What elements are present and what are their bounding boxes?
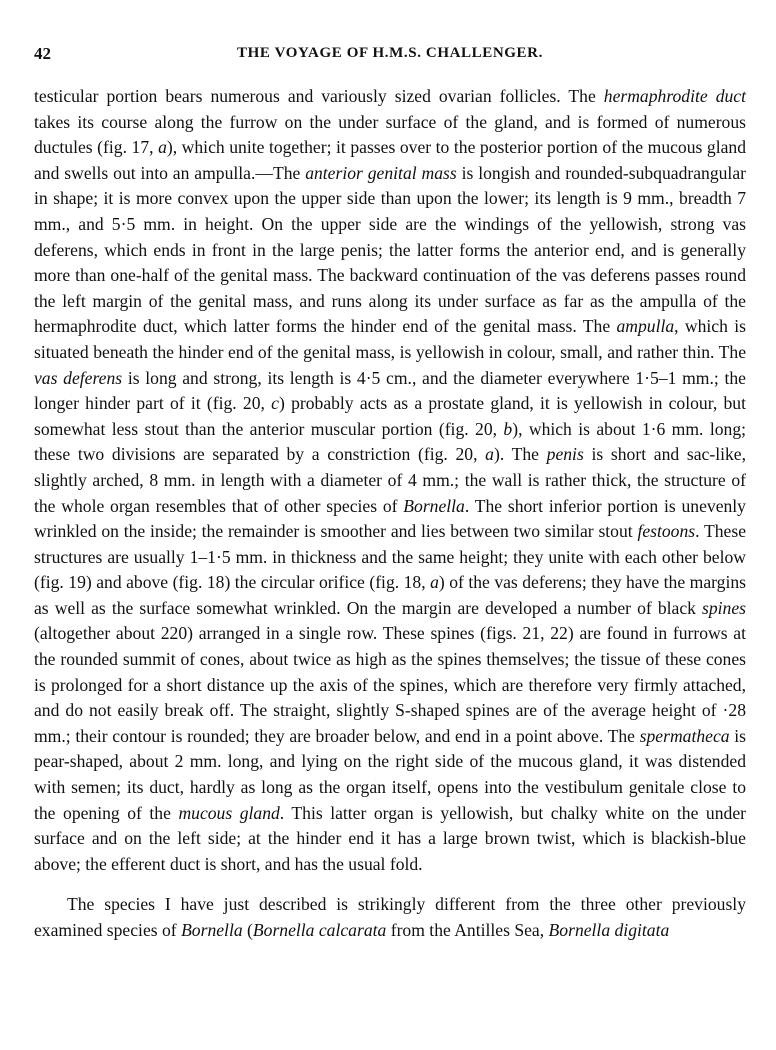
- text-run: . This latter organ is yellowish, but chalky white on the under surface and on the left side; at the hinder end it has a large brown twist, which is blackish-blue above; the efferent duct is short, and has the usual fold.: [34, 802, 746, 874]
- page-number: 42: [34, 44, 51, 63]
- paragraph-species-comparison: [34, 892, 746, 943]
- italic-term: Bornella: [403, 495, 465, 516]
- text-run: testicular portion bears numerous and variously sized ovarian follicles. The: [34, 86, 604, 106]
- italic-term: festoons: [637, 521, 696, 542]
- text-run: The species I have just described is strikingly different from the three other previously examined species of: [34, 894, 746, 940]
- italic-term: anterior genital mass: [305, 162, 457, 183]
- text-run: is longish and rounded-subquadrangular in shape; it is more convex upon the upper side than upon the lower; its length is 9 mm., breadth 7 mm., and 5·5 mm. in height. On the upper side are the windings of the yellowish, strong vas deferens, which ends in front in the large penis; the latter forms the anterior end, and is generally more than one-half of the genital mass. The backward continuation of the vas deferens passes round the left margin of the genital mass, and runs along its under surface as far as the ampulla of the hermaphrodite duct, which latter forms the hinder end of the genital mass. The: [34, 162, 746, 337]
- text-run: ) of the vas deferens; they have the margins as well as the surface somewhat wrinkled. On the margin are developed a number of black: [34, 572, 747, 618]
- italic-term: a: [485, 444, 494, 465]
- page-header: [34, 44, 746, 68]
- italic-term: mucous gland: [178, 802, 280, 823]
- text-run: (: [242, 920, 253, 940]
- text-run: ). The: [493, 444, 547, 465]
- italic-term: b: [503, 418, 513, 439]
- italic-term: Bornella calcarata: [252, 920, 387, 940]
- text-run: ) probably acts as a prostate gland, it is yellowish in colour, but somewhat less stout than the anterior muscular portion (fig. 20,: [34, 393, 746, 439]
- running-title: THE VOYAGE OF H.M.S. CHALLENGER.: [237, 45, 543, 61]
- italic-term: Bornella: [181, 920, 243, 940]
- italic-term: Bornella digitata: [548, 920, 670, 940]
- text-run: is pear-shaped, about 2 mm. long, and lying on the right side of the mucous gland, it was distended with semen; its duct, hardly as long as the organ itself, opens into the vestibulum genitale close to the opening of the: [34, 725, 746, 823]
- text-run: , which is situated beneath the hinder end of the genital mass, is yellowish in colour, small, and rather thin. The: [34, 316, 746, 362]
- body-text: [34, 84, 746, 944]
- italic-term: ampulla: [616, 316, 675, 337]
- text-run: takes its course along the furrow on the under surface of the gland, and is formed of numerous ductules (fig. 17,: [34, 111, 746, 158]
- text-run: . These structures are usually 1–1·5 mm. in thickness and the same height; they unite with each other below (fig. 19) and above (fig. 18) the circular orifice (fig. 18,: [34, 521, 746, 593]
- italic-term: c: [271, 393, 279, 414]
- italic-term: a: [158, 137, 167, 158]
- italic-term: penis: [546, 444, 584, 465]
- text-run: ), which is about 1·6 mm. long; these two divisions are separated by a constriction (fig. 20,: [34, 418, 747, 465]
- text-run: is short and sac-like, slightly arched, 8 mm. in length with a diameter of 4 mm.; the wall is rather thick, the structure of the whole organ resembles that of other species of: [34, 444, 746, 516]
- text-run: (altogether about 220) arranged in a single row. These spines (figs. 21, 22) are found in furrows at the rounded summit of cones, about twice as high as the spines themselves; the tissue of these cones is prolonged for a short distance up the axis of the spines, which are therefore very firmly attached, and do not easily break off. The straight, slightly S-shaped spines are of the average height of ·28 mm.; their contour is rounded; they are broader below, and end in a point above. The: [34, 623, 746, 746]
- italic-term: spines: [702, 597, 746, 618]
- text-run: ), which unite together; it passes over to the posterior portion of the mucous gland and swells out into an ampulla.—The: [34, 137, 747, 183]
- italic-term: spermatheca: [639, 725, 730, 746]
- italic-term: a: [430, 572, 439, 593]
- paragraph-genital-anatomy: [34, 84, 746, 877]
- text-run: is long and strong, its length is 4·5 cm., and the diameter everywhere 1·5–1 mm.; the longer hinder part of it (fig. 20,: [34, 367, 746, 414]
- italic-term: hermaphrodite duct: [603, 86, 746, 106]
- text-run: . The short inferior portion is unevenly wrinkled on the inside; the remainder is smoother and lies between two similar stout: [34, 495, 746, 542]
- italic-term: vas deferens: [34, 367, 123, 388]
- text-run: from the Antilles Sea,: [386, 920, 549, 940]
